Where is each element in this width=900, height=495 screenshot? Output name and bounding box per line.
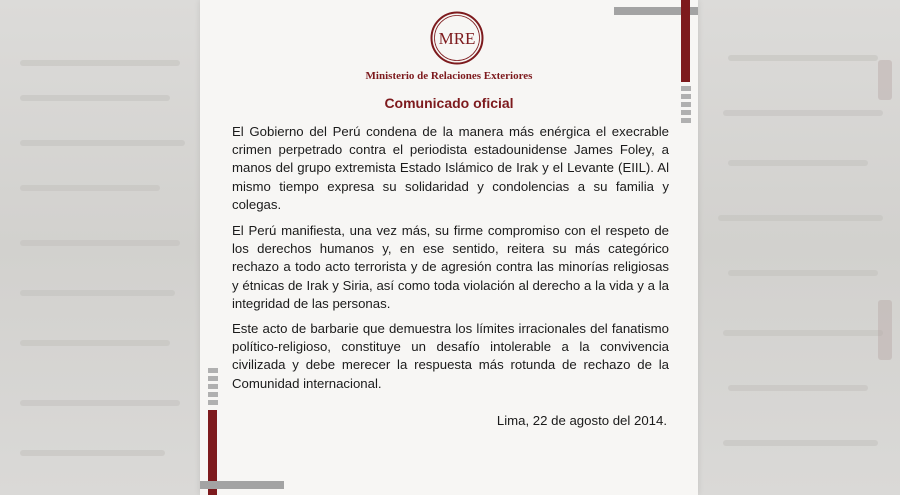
blurred-background-left: [0, 0, 200, 495]
paragraph-1: El Gobierno del Perú condena de la manera más enérgica el execrable crimen perpetrado contra el periodista estadounidense James Foley, a manos del grupo extremista Estado Islámico de Irak y el Levante (EIIL). Al mismo tiempo expresa su solidaridad y condolencias a su familia y colegas.: [232, 124, 669, 212]
ministry-name: Ministerio de Relaciones Exteriores: [365, 70, 533, 82]
mre-logo-seal: [430, 11, 484, 65]
blurred-background-right: [698, 0, 900, 495]
document-title: Comunicado oficial: [384, 95, 514, 111]
date-line: Lima, 22 de agosto del 2014.: [496, 413, 667, 428]
paragraph-2: El Perú manifiesta, una vez más, su firme compromiso con el respeto de los derechos humanos y, en ese sentido, reitera su más categórico rechazo a todo acto terrorista y de agresión contra las minorías religiosas y étnicas de Irak y Siria, así como toda violación al derecho a la vida y a la integridad de las personas.: [232, 223, 669, 311]
decor-gray-bar-bottom: [200, 481, 284, 489]
paragraph-3: Este acto de barbarie que demuestra los límites irracionales del fanatismo político-religioso, constituye un desafío intolerable a la convivencia civilizada y debe merecer la respuesta más rotunda de rechazo de la Comunidad internacional.: [232, 321, 669, 391]
svg-text:MRE: MRE: [438, 29, 476, 48]
document-page: [200, 0, 698, 495]
